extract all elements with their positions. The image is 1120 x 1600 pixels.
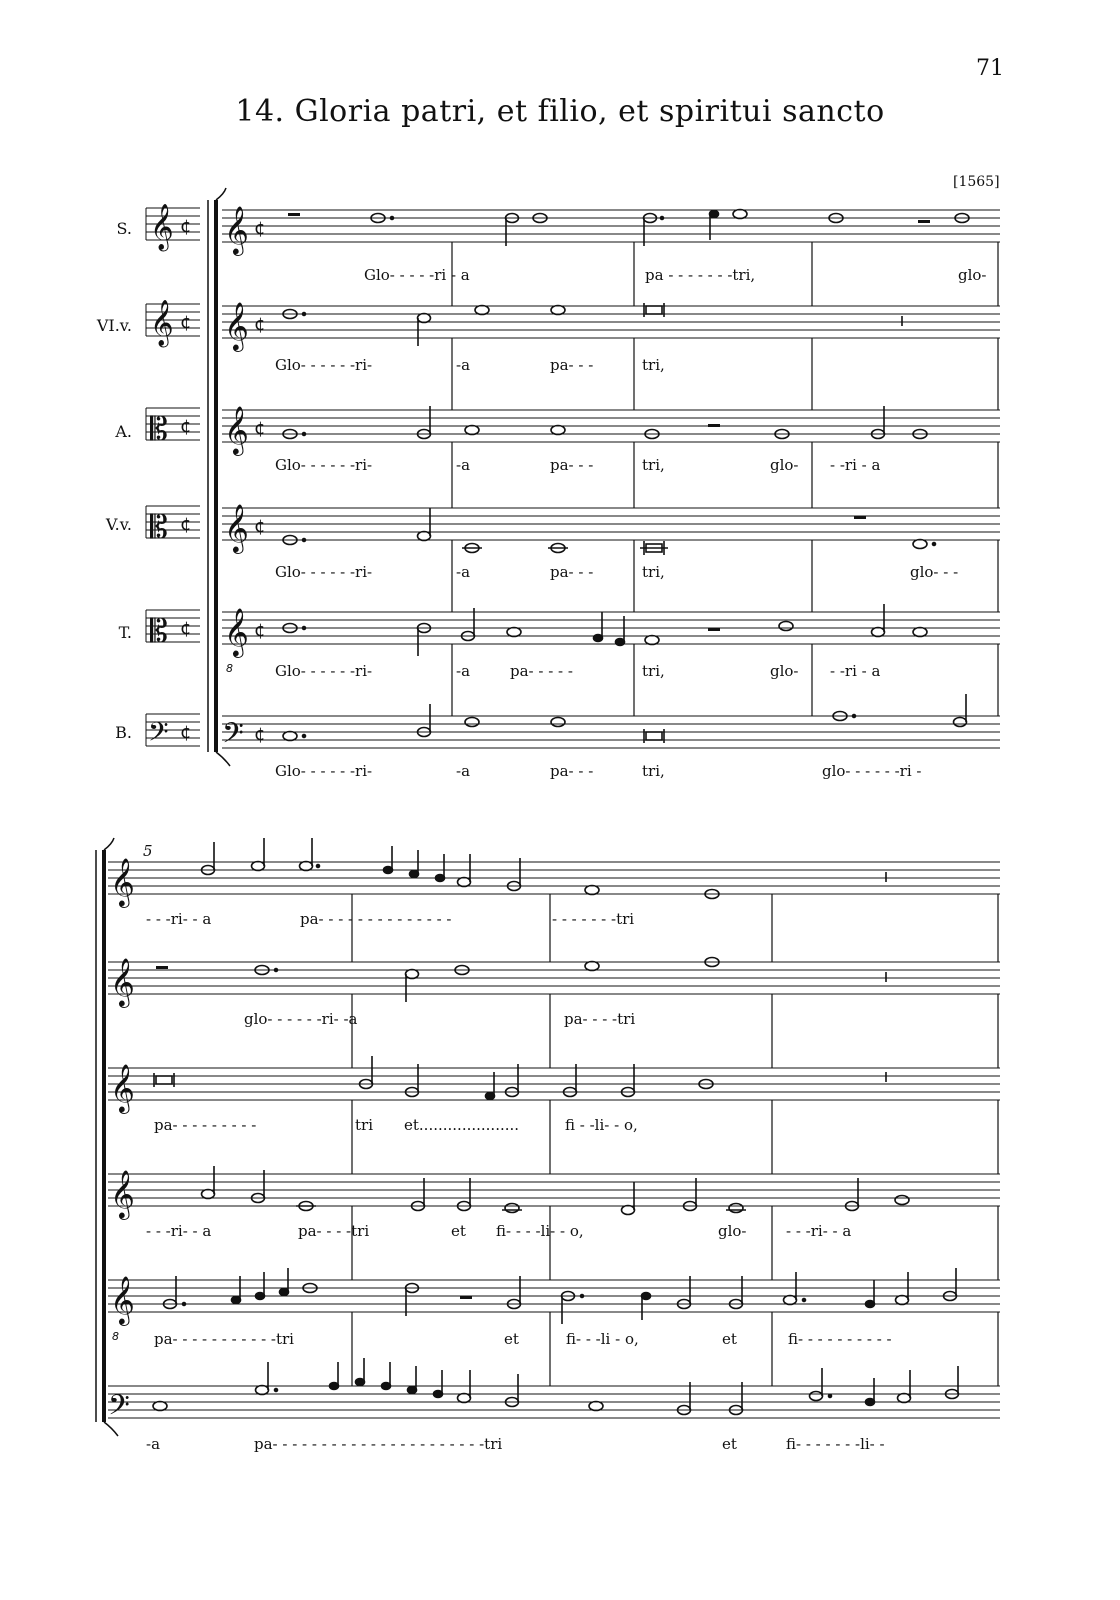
notes-system-1 [283, 210, 969, 744]
lyric-s2-alto-2: tri [355, 1116, 373, 1134]
lyric-s1-bass-5: glo- - - - - -ri - [822, 762, 922, 780]
barlines-1 [452, 242, 998, 716]
bass-clef-icon: 𝄢 [148, 716, 169, 754]
lyric-s1-fifth-5: glo- - - [910, 563, 959, 581]
svg-text:8: 8 [112, 1330, 119, 1343]
lyric-s2-bass-3: et [722, 1435, 737, 1453]
lyric-s2-fifth-5: glo- [718, 1222, 747, 1240]
lyric-s2-bass-4: fi- - - - - - -li- - [786, 1435, 885, 1453]
cut-time-icon: ¢ [254, 418, 266, 439]
lyric-s1-fifth-1: Glo- - - - - -ri- [275, 563, 373, 581]
voice-label-sixth-voice: VI.v. [96, 316, 132, 335]
c-clef-icon: 𝄡 [150, 612, 168, 650]
lyric-s1-tenor-5: glo- [770, 662, 799, 680]
lyric-s1-bass-4: tri, [642, 762, 665, 780]
treble-clef-icon: 𝄞 [224, 205, 249, 254]
treble-clef-icon: 𝄞 [224, 503, 249, 552]
cut-time-icon: ¢ [180, 618, 192, 639]
lyric-s2-tenor-1: pa- - - - - - - - - - -tri [154, 1330, 294, 1348]
clefs-1 [148, 204, 265, 757]
lyric-s2-soprano-1: - - -ri- - a [146, 910, 212, 928]
cut-time-icon: ¢ [254, 314, 266, 335]
system-2 [96, 838, 1000, 1436]
treble-clef-icon: 𝄞 [110, 857, 135, 906]
lyric-s2-sixth-1: glo- - - - - -ri- -a [244, 1010, 358, 1028]
voice-label-fifth-voice: V.v. [105, 515, 132, 534]
voice-label-alto: A. [115, 422, 132, 441]
lyric-s2-fifth-6: - - -ri- - a [786, 1222, 852, 1240]
lyric-s2-fifth-2: pa- - - -tri [298, 1222, 370, 1240]
lyric-s2-tenor-2: et [504, 1330, 519, 1348]
cut-time-icon: ¢ [180, 416, 192, 437]
voice-label-bass: B. [115, 723, 132, 742]
bass-clef-icon: 𝄢 [222, 717, 244, 757]
lyric-s1-alto-4: tri, [642, 456, 665, 474]
clefs-2 [108, 857, 135, 1429]
lyric-s2-tenor-4: et [722, 1330, 737, 1348]
lyric-s1-bass-2: -a [456, 762, 471, 780]
lyric-s1-tenor-3: pa- - - - - [510, 662, 573, 680]
measure-number: 5 [143, 842, 153, 860]
cut-time-icon: ¢ [254, 724, 266, 745]
lyric-s1-bass-3: pa- - - [550, 762, 594, 780]
lyric-s1-tenor-1: Glo- - - - - -ri- [275, 662, 373, 680]
treble-clef-icon: 𝄞 [110, 1063, 135, 1112]
lyric-s2-tenor-3: fi- - -li - o, [566, 1330, 639, 1348]
treble-clef-icon: 𝄞 [150, 204, 174, 250]
lyric-s2-alto-1: pa- - - - - - - - - [154, 1116, 257, 1134]
lyric-s1-alto-1: Glo- - - - - -ri- [275, 456, 373, 474]
edition-mark: [1565] [953, 174, 1000, 190]
main-staves-1 [222, 210, 1000, 748]
lyric-s2-fifth-4: fi- - - -li- - o, [496, 1222, 584, 1240]
lyric-s1-soprano-1: Glo- - - - -ri - a [364, 266, 470, 284]
lyric-s1-bass-1: Glo- - - - - -ri- [275, 762, 373, 780]
cut-time-icon: ¢ [180, 514, 192, 535]
lyric-s1-alto-5: glo- [770, 456, 799, 474]
piece-title: 14. Gloria patri, et filio, et spiritui sancto [235, 94, 885, 129]
lyric-s1-sixth-3: pa- - - [550, 356, 594, 374]
lyric-s1-sixth-1: Glo- - - - - -ri- [275, 356, 373, 374]
c-clef-icon: 𝄡 [150, 508, 168, 546]
lyric-s2-fifth-1: - - -ri- - a [146, 1222, 212, 1240]
voice-label-soprano: S. [116, 219, 132, 238]
lyric-s1-fifth-2: -a [456, 563, 471, 581]
lyric-s1-tenor-6: - -ri - a [830, 662, 881, 680]
treble-clef-icon: 𝄞 [150, 300, 174, 346]
lyric-s2-soprano-2: pa- - - - - - - - - - - - - - [300, 910, 452, 928]
treble-clef-icon: 𝄞 [224, 405, 249, 454]
lyric-s1-soprano-2: pa - - - - - - -tri, [645, 266, 756, 284]
treble-clef-icon: 𝄞 [110, 1275, 135, 1324]
bass-clef-icon: 𝄢 [108, 1389, 130, 1429]
system-1 [146, 188, 1000, 766]
lyric-s2-alto-3: et..................... [404, 1116, 520, 1134]
lyric-s2-bass-2: pa- - - - - - - - - - - - - - - - - - - - - -tri [254, 1435, 503, 1453]
lyric-s2-fifth-3: et [451, 1222, 466, 1240]
cut-time-icon: ¢ [254, 516, 266, 537]
lyric-s2-bass-1: -a [146, 1435, 161, 1453]
lyric-s1-soprano-3: glo- [958, 266, 987, 284]
lyric-s1-alto-3: pa- - - [550, 456, 594, 474]
lyric-s1-alto-2: -a [456, 456, 471, 474]
incipit-staves [146, 208, 200, 746]
cut-time-icon: ¢ [180, 216, 192, 237]
main-staves-2 [108, 862, 1000, 1418]
cut-time-icon: ¢ [254, 620, 266, 641]
page-number: 71 [976, 56, 1004, 81]
svg-text:8: 8 [226, 662, 233, 675]
lyric-s2-alto-4: fi - -li- - o, [565, 1116, 638, 1134]
lyric-s1-sixth-4: tri, [642, 356, 665, 374]
cut-time-icon: ¢ [254, 218, 266, 239]
voice-label-tenor: T. [118, 623, 132, 642]
lyric-s1-alto-6: - -ri - a [830, 456, 881, 474]
lyric-s1-sixth-2: -a [456, 356, 471, 374]
treble-clef-icon: 𝄞 [110, 1169, 135, 1218]
lyric-s1-tenor-2: -a [456, 662, 471, 680]
lyric-s1-tenor-4: tri, [642, 662, 665, 680]
lyric-s2-soprano-3: - - - - - - -tri [552, 910, 635, 928]
cut-time-icon: ¢ [180, 722, 192, 743]
c-clef-icon: 𝄡 [150, 410, 168, 448]
treble-clef-icon: 𝄞 [224, 607, 249, 656]
lyric-s2-tenor-5: fi- - - - - - - - - - [788, 1330, 892, 1348]
treble-clef-icon: 𝄞 [110, 957, 135, 1006]
lyric-s2-sixth-2: pa- - - -tri [564, 1010, 636, 1028]
lyric-s1-fifth-4: tri, [642, 563, 665, 581]
cut-time-icon: ¢ [180, 312, 192, 333]
treble-clef-icon: 𝄞 [224, 301, 249, 350]
lyric-s1-fifth-3: pa- - - [550, 563, 594, 581]
notes-system-2 [153, 838, 959, 1415]
